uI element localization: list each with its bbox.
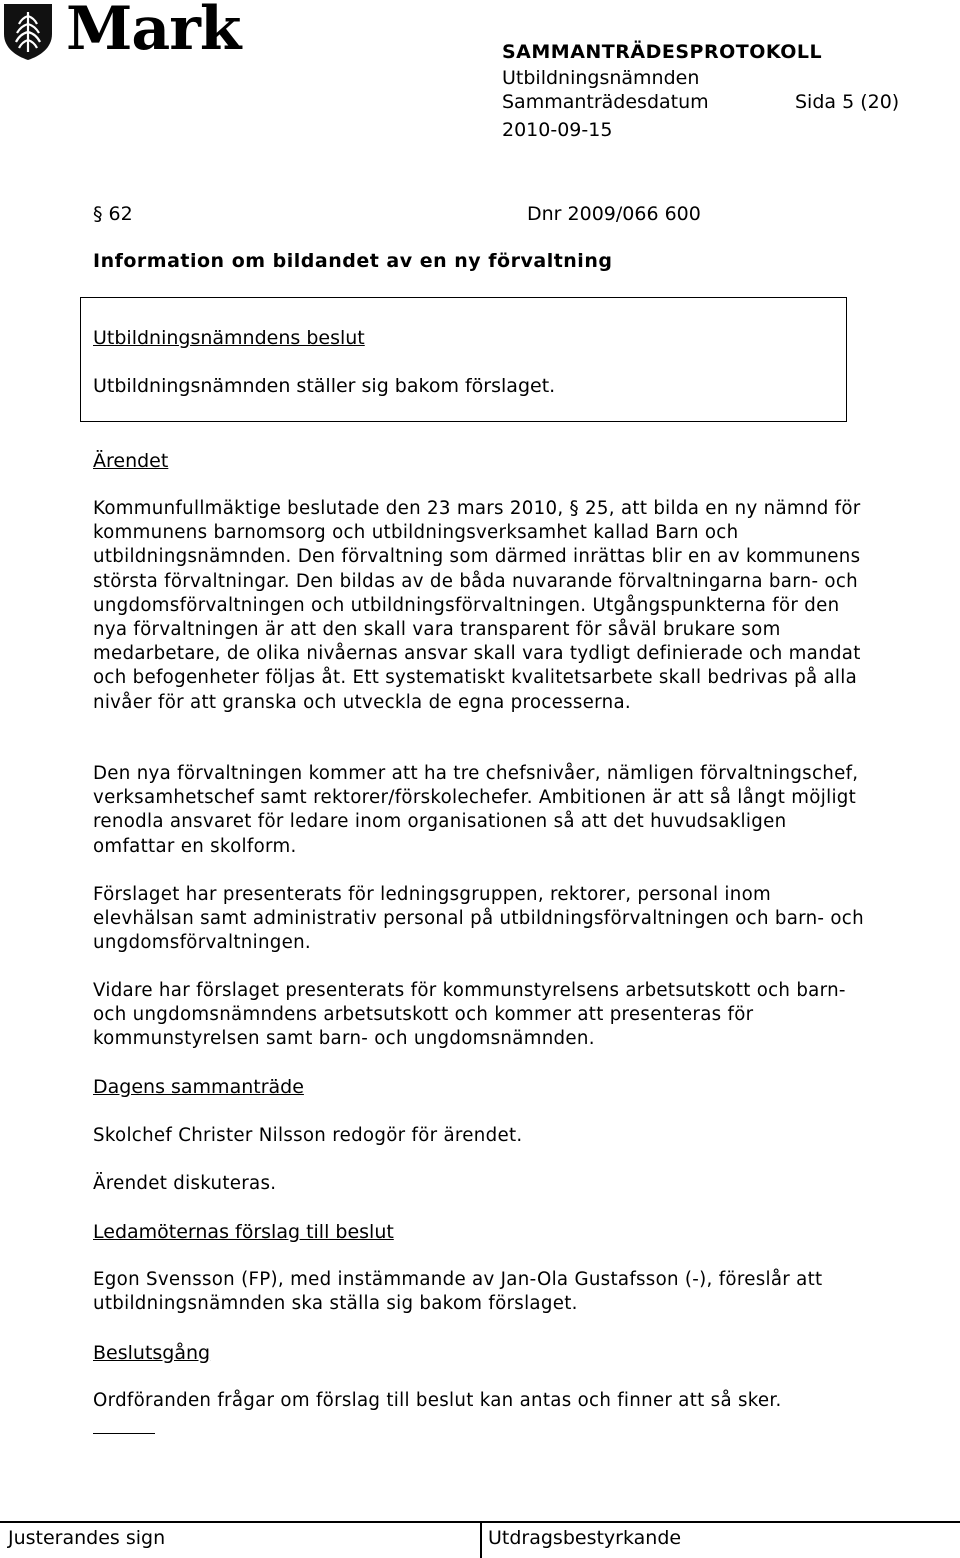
- footer-utdragsbestyrkande: Utdragsbestyrkande: [488, 1527, 682, 1549]
- beslutsgang-text: Ordföranden frågar om förslag till beslut kan antas och finner att så sker.: [93, 1390, 782, 1411]
- paragraph-heading: Information om bildandet av en ny förvaltning: [93, 250, 613, 272]
- ledamoter-heading: Ledamöternas förslag till beslut: [93, 1221, 394, 1243]
- dagens-line: Skolchef Christer Nilsson redogör för ärendet.: [93, 1125, 523, 1146]
- end-mark: [93, 1433, 155, 1434]
- meeting-date: 2010-09-15: [502, 119, 613, 141]
- decision-box: [80, 297, 847, 422]
- arendet-paragraph: Förslaget har presenterats för ledningsgruppen, rektorer, personal inom elevhälsan samt administrativ personal på utbildningsförvaltningen och barn- och ungdomsförvaltningen.: [93, 884, 864, 954]
- arendet-paragraph: Den nya förvaltningen kommer att ha tre chefsnivåer, nämligen förvaltningschef, verksamhetschef samt rektorer/förskolechefer. Ambitionen är att så långt möjligt renodla ansvaret för ledare inom organisationen så att det huvudsakligen omfattar en skolform.: [93, 763, 859, 857]
- logo-emblem: [2, 2, 54, 62]
- arendet-paragraph: Vidare har förslaget presenterats för kommunstyrelsens arbetsutskott och barn- och ungdomsnämndens arbetsutskott och kommer att presenteras för kommunstyrelsen samt barn- och ungdomsnämnden.: [93, 980, 846, 1050]
- protocol-title: SAMMANTRÄDESPROTOKOLL: [502, 41, 823, 63]
- meeting-date-label: Sammanträdesdatum: [502, 91, 709, 113]
- beslutsgang-heading: Beslutsgång: [93, 1342, 211, 1364]
- municipal-coat-of-arms-icon: [2, 2, 54, 62]
- paragraph-number: § 62: [93, 203, 133, 225]
- committee-name: Utbildningsnämnden: [502, 67, 700, 89]
- diary-number: Dnr 2009/066 600: [527, 203, 701, 225]
- decision-text: Utbildningsnämnden ställer sig bakom förslaget.: [93, 375, 556, 397]
- decision-heading: Utbildningsnämndens beslut: [93, 327, 365, 349]
- dagens-heading: Dagens sammanträde: [93, 1076, 304, 1098]
- page-number: Sida 5 (20): [795, 91, 900, 113]
- logo-text: Mark: [66, 0, 241, 64]
- footer-separator: [480, 1521, 482, 1558]
- footer-justerandes-sign: Justerandes sign: [8, 1527, 166, 1549]
- arendet-heading: Ärendet: [93, 450, 169, 472]
- arendet-paragraph: Kommunfullmäktige beslutade den 23 mars 2010, § 25, att bilda en ny nämnd för kommunens barnomsorg och utbildningsverksamhet kallad Barn och utbildningsnämnden. Den förvaltning som därmed inrättas blir en av kommunens största förvaltningar. Den bildas av de båda nuvarande förvaltningarna barn- och ungdomsförvaltningen och utbildningsförvaltningen. Utgångspunkterna för den nya förvaltningen är att den skall vara transparent för såväl brukare som medarbetare, de olika nivåernas ansvar skall vara tydligt definierade och mandat och befogenheter följas åt. Ett systematiskt kvalitetsarbete skall bedrivas på alla nivåer för att granska och utveckla de egna processerna.: [93, 498, 861, 713]
- ledamoter-text: Egon Svensson (FP), med instämmande av Jan-Ola Gustafsson (-), föreslår att utbildningsnämnden ska ställa sig bakom förslaget.: [93, 1269, 823, 1315]
- dagens-line: Ärendet diskuteras.: [93, 1173, 277, 1194]
